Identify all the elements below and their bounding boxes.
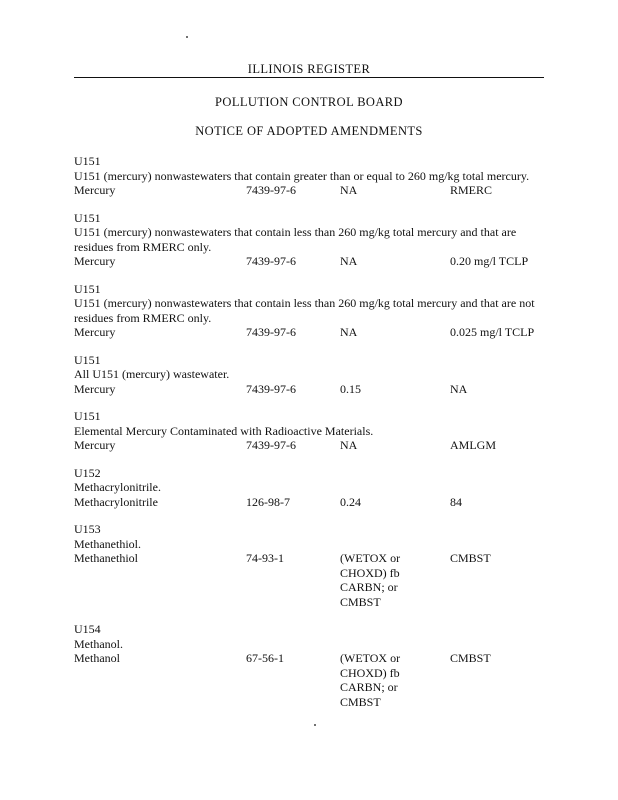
nonwastewater-standard: CMBST xyxy=(450,551,491,565)
cas-number: 67-56-1 xyxy=(246,651,284,665)
wastewater-standard: 0.24 xyxy=(340,494,361,509)
waste-entry xyxy=(74,466,544,510)
nonwastewater-standard: CMBST xyxy=(450,651,491,665)
waste-description: Methacrylonitrile. xyxy=(74,480,161,494)
nonwastewater-standard: 0.20 mg/l TCLP xyxy=(450,254,529,268)
nonwastewater-standard: 0.025 mg/l TCLP xyxy=(450,325,535,339)
waste-description: Methanol. xyxy=(74,636,123,651)
constituent-name: Methacrylonitrile xyxy=(74,494,158,509)
constituent-row xyxy=(74,495,544,510)
cas-number: 74-93-1 xyxy=(246,551,284,565)
constituent-name: Mercury xyxy=(74,381,116,396)
nonwastewater-standard: AMLGM xyxy=(450,438,497,452)
waste-description: U151 (mercury) nonwastewaters that contain less than 260 mg/kg total mercury and that are residues from RMERC only. xyxy=(74,225,517,254)
constituent-row xyxy=(74,254,544,269)
cas-number: 7439-97-6 xyxy=(246,325,296,339)
register-header xyxy=(74,62,544,78)
constituent-row xyxy=(74,438,544,453)
wastewater-standard: NA xyxy=(340,254,358,268)
constituent-row xyxy=(74,651,544,709)
waste-entry xyxy=(74,522,544,609)
cas-number: 126-98-7 xyxy=(246,494,290,509)
waste-code: U151 xyxy=(74,409,101,423)
wastewater-standard: (WETOX or CHOXD) fb CARBN; or CMBST xyxy=(340,651,401,709)
waste-entry xyxy=(74,409,544,453)
wastewater-standard: NA xyxy=(340,325,358,339)
cas-number: 7439-97-6 xyxy=(246,438,296,452)
waste-code: U152 xyxy=(74,465,101,480)
register-title: ILLINOIS REGISTER xyxy=(247,62,371,76)
board-name: POLLUTION CONTROL BOARD xyxy=(215,95,403,109)
waste-entry xyxy=(74,282,544,340)
scan-speck xyxy=(314,724,316,726)
constituent-name: Mercury xyxy=(74,438,116,452)
notice-title: NOTICE OF ADOPTED AMENDMENTS xyxy=(195,124,423,138)
waste-entry xyxy=(74,154,544,198)
waste-code: U151 xyxy=(74,210,101,225)
cas-number: 7439-97-6 xyxy=(246,381,296,396)
constituent-row xyxy=(74,183,544,198)
nonwastewater-standard: RMERC xyxy=(450,183,493,197)
waste-code: U151 xyxy=(74,154,101,168)
wastewater-standard: (WETOX or CHOXD) fb CARBN; or CMBST xyxy=(340,551,401,609)
constituent-row xyxy=(74,325,544,340)
constituent-name: Methanethiol xyxy=(74,551,138,565)
waste-code: U153 xyxy=(74,522,101,536)
cas-number: 7439-97-6 xyxy=(246,254,296,268)
constituent-name: Mercury xyxy=(74,325,116,339)
header-rule xyxy=(74,77,544,78)
cas-number: 7439-97-6 xyxy=(246,183,296,197)
waste-description: Elemental Mercury Contaminated with Radioactive Materials. xyxy=(74,423,374,438)
wastewater-standard: NA xyxy=(340,183,358,197)
waste-code: U151 xyxy=(74,281,101,296)
waste-description: All U151 (mercury) wastewater. xyxy=(74,367,230,381)
constituent-row xyxy=(74,382,544,397)
waste-code-list xyxy=(74,154,544,722)
constituent-row xyxy=(74,551,544,609)
waste-description: Methanethiol. xyxy=(74,536,141,551)
constituent-name: Methanol xyxy=(74,651,120,665)
nonwastewater-standard: NA xyxy=(450,381,468,396)
waste-entry xyxy=(74,353,544,397)
scan-speck xyxy=(186,36,188,38)
waste-code: U151 xyxy=(74,352,101,367)
waste-code: U154 xyxy=(74,622,101,636)
wastewater-standard: 0.15 xyxy=(340,381,361,396)
waste-description: U151 (mercury) nonwastewaters that contain less than 260 mg/kg total mercury and that are not residues from RMERC only. xyxy=(74,296,535,325)
nonwastewater-standard: 84 xyxy=(450,494,462,509)
waste-entry xyxy=(74,211,544,269)
constituent-name: Mercury xyxy=(74,183,116,197)
waste-entry xyxy=(74,622,544,709)
waste-description: U151 (mercury) nonwastewaters that contain greater than or equal to 260 mg/kg total mercury. xyxy=(74,168,530,183)
constituent-name: Mercury xyxy=(74,254,116,268)
wastewater-standard: NA xyxy=(340,438,358,452)
